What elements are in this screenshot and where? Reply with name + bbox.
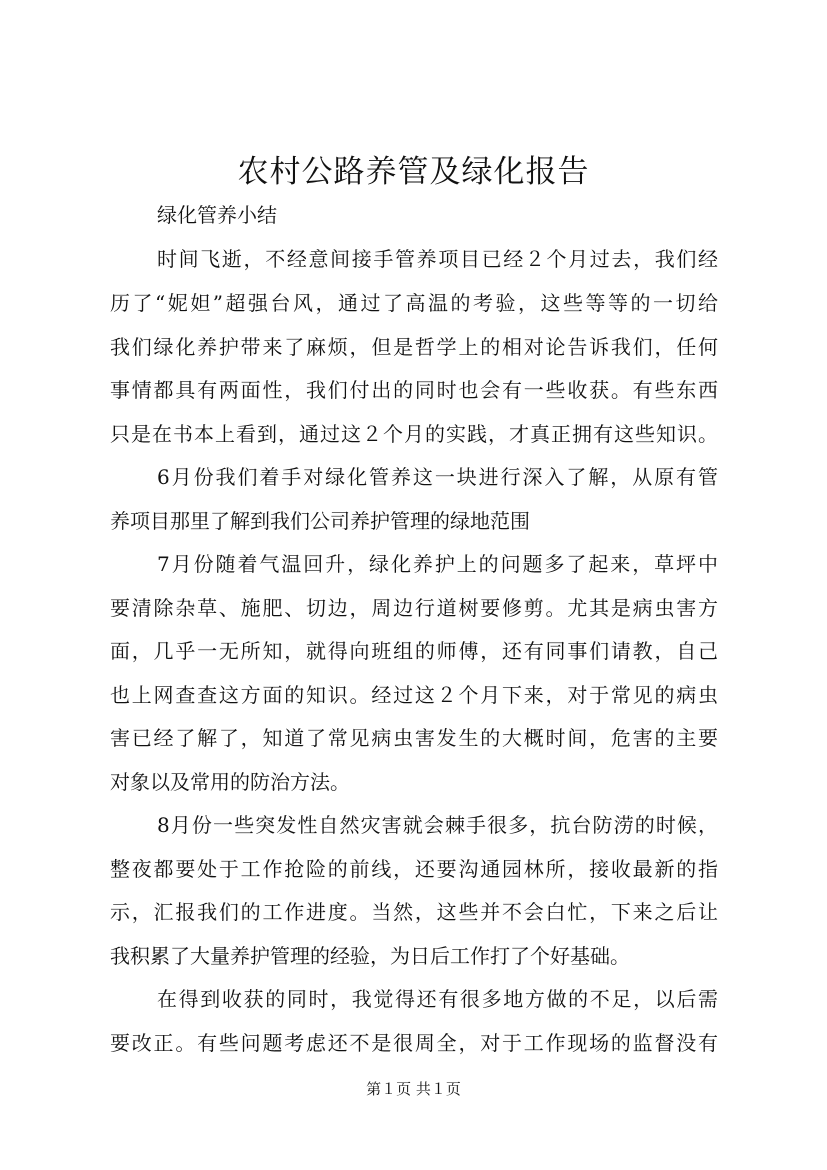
- section-subtitle: 绿化管养小结: [157, 203, 277, 227]
- paragraph-line: 也上网查查这方面的知识。经过这２个月下来，对于常见的病虫: [110, 683, 718, 707]
- page-footer: 第１页 共１页: [366, 1080, 461, 1098]
- paragraph-line: 在得到收获的同时，我觉得还有很多地方做的不足，以后需: [157, 987, 718, 1011]
- paragraph-line: 养项目那里了解到我们公司养护管理的绿地范围: [110, 509, 530, 533]
- paragraph-line: 整夜都要处于工作抢险的前线，还要沟通园林所，接收最新的指: [110, 857, 718, 881]
- paragraph-line: 历了“妮妲”超强台风，通过了高温的考验，这些等等的一切给: [110, 291, 718, 315]
- paragraph-line: 害已经了解了，知道了常见病虫害发生的大概时间，危害的主要: [110, 726, 718, 750]
- paragraph-line: 6月份我们着手对绿化管养这一块进行深入了解，从原有管: [157, 465, 718, 489]
- paragraph-line: 8月份一些突发性自然灾害就会棘手很多，抗台防涝的时候，: [157, 813, 718, 837]
- paragraph-line: 事情都具有两面性，我们付出的同时也会有一些收获。有些东西: [110, 378, 718, 402]
- paragraph-line: 时间飞逝，不经意间接手管养项目已经２个月过去，我们经: [157, 247, 718, 271]
- paragraph-line: 我积累了大量养护管理的经验，为日后工作打了个好基础。: [110, 944, 630, 968]
- paragraph-line: 面，几乎一无所知，就得向班组的师傅，还有同事们请教，自己: [110, 639, 718, 663]
- paragraph-line: 只是在书本上看到，通过这２个月的实践，才真正拥有这些知识。: [110, 422, 718, 446]
- paragraph-line: 我们绿化养护带来了麻烦，但是哲学上的相对论告诉我们，任何: [110, 335, 718, 359]
- paragraph-line: 7月份随着气温回升，绿化养护上的问题多了起来，草坪中: [157, 552, 718, 576]
- document-title: 农村公路养管及绿化报告: [237, 154, 590, 190]
- paragraph-line: 要改正。有些问题考虑还不是很周全，对于工作现场的监督没有: [110, 1031, 718, 1055]
- paragraph-line: 要清除杂草、施肥、切边，周边行道树要修剪。尤其是病虫害方: [110, 596, 718, 620]
- paragraph-line: 对象以及常用的防治方法。: [110, 770, 350, 794]
- paragraph-line: 示，汇报我们的工作进度。当然，这些并不会白忙，下来之后让: [110, 900, 718, 924]
